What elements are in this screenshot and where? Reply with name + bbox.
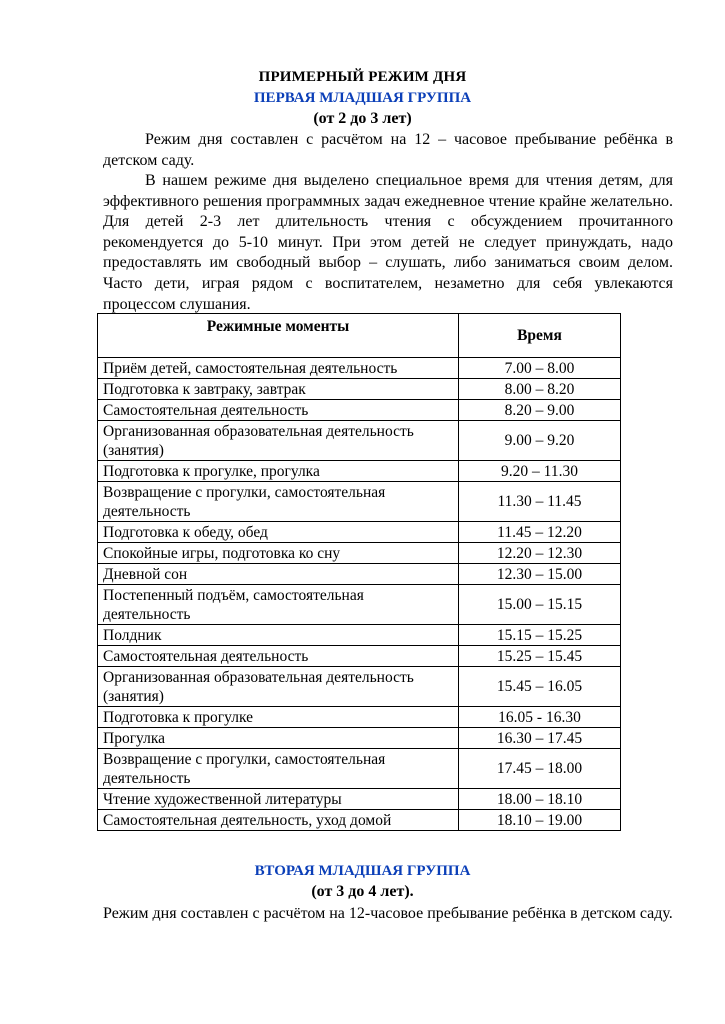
cell-moment: Подготовка к прогулке bbox=[98, 707, 459, 728]
cell-moment: Приём детей, самостоятельная деятельность bbox=[98, 358, 459, 379]
table-row bbox=[98, 564, 621, 585]
table-row bbox=[98, 358, 621, 379]
cell-time: 9.00 – 9.20 bbox=[459, 421, 621, 461]
cell-time: 16.30 – 17.45 bbox=[459, 728, 621, 749]
cell-time: 12.20 – 12.30 bbox=[459, 543, 621, 564]
table-row bbox=[98, 789, 621, 810]
cell-time: 11.30 – 11.45 bbox=[459, 482, 621, 522]
table-header-row bbox=[98, 314, 621, 358]
group1-age: (от 2 до 3 лет) bbox=[313, 110, 412, 127]
group1-paragraph-1: Режим дня составлен с расчётом на 12 – часовое пребывание ребёнка в детском саду. bbox=[103, 131, 673, 169]
cell-moment: Организованная образовательная деятельность (занятия) bbox=[98, 667, 459, 707]
cell-time: 15.45 – 16.05 bbox=[459, 667, 621, 707]
cell-time: 17.45 – 18.00 bbox=[459, 749, 621, 789]
table-row bbox=[98, 543, 621, 564]
cell-time: 12.30 – 15.00 bbox=[459, 564, 621, 585]
table-row bbox=[98, 461, 621, 482]
table-row bbox=[98, 646, 621, 667]
cell-time: 8.00 – 8.20 bbox=[459, 379, 621, 400]
cell-moment: Полдник bbox=[98, 625, 459, 646]
cell-moment: Прогулка bbox=[98, 728, 459, 749]
cell-moment: Возвращение с прогулки, самостоятельная деятельность bbox=[98, 482, 459, 522]
cell-time: 15.25 – 15.45 bbox=[459, 646, 621, 667]
cell-time: 15.15 – 15.25 bbox=[459, 625, 621, 646]
schedule-table bbox=[97, 313, 621, 831]
cell-moment: Подготовка к обеду, обед bbox=[98, 522, 459, 543]
page-title: ПРИМЕРНЫЙ РЕЖИМ ДНЯ bbox=[258, 69, 467, 85]
cell-moment: Спокойные игры, подготовка ко сну bbox=[98, 543, 459, 564]
cell-time: 15.00 – 15.15 bbox=[459, 585, 621, 625]
table-row bbox=[98, 810, 621, 831]
cell-time: 18.00 – 18.10 bbox=[459, 789, 621, 810]
table-row bbox=[98, 667, 621, 707]
group2-age: (от 3 до 4 лет). bbox=[311, 883, 414, 900]
cell-time: 16.05 - 16.30 bbox=[459, 707, 621, 728]
table-row bbox=[98, 400, 621, 421]
cell-moment: Чтение художественной литературы bbox=[98, 789, 459, 810]
schedule-table-body bbox=[98, 358, 621, 831]
cell-moment: Организованная образовательная деятельность (занятия) bbox=[98, 421, 459, 461]
table-row bbox=[98, 625, 621, 646]
cell-time: 7.00 – 8.00 bbox=[459, 358, 621, 379]
cell-time: 11.45 – 12.20 bbox=[459, 522, 621, 543]
cell-moment: Подготовка к завтраку, завтрак bbox=[98, 379, 459, 400]
cell-moment: Дневной сон bbox=[98, 564, 459, 585]
column-header-time: Время bbox=[459, 314, 621, 358]
table-row bbox=[98, 522, 621, 543]
cell-time: 18.10 – 19.00 bbox=[459, 810, 621, 831]
table-row bbox=[98, 749, 621, 789]
table-row bbox=[98, 585, 621, 625]
group2-paragraph-1: Режим дня составлен с расчётом на 12-часовое пребывание ребёнка в детском саду. bbox=[103, 905, 673, 922]
cell-moment: Самостоятельная деятельность, уход домой bbox=[98, 810, 459, 831]
cell-time: 9.20 – 11.30 bbox=[459, 461, 621, 482]
cell-moment: Самостоятельная деятельность bbox=[98, 400, 459, 421]
table-row bbox=[98, 707, 621, 728]
cell-moment: Постепенный подъём, самостоятельная деятельность bbox=[98, 585, 459, 625]
table-row bbox=[98, 379, 621, 400]
table-row bbox=[98, 482, 621, 522]
cell-moment: Возвращение с прогулки, самостоятельная деятельность bbox=[98, 749, 459, 789]
group1-heading: ПЕРВАЯ МЛАДШАЯ ГРУППА bbox=[253, 90, 472, 106]
cell-moment: Подготовка к прогулке, прогулка bbox=[98, 461, 459, 482]
group2-heading: ВТОРАЯ МЛАДШАЯ ГРУППА bbox=[254, 863, 471, 879]
cell-time: 8.20 – 9.00 bbox=[459, 400, 621, 421]
table-row bbox=[98, 728, 621, 749]
group1-paragraph-2: В нашем режиме дня выделено специальное время для чтения детям, для эффективного решения программных задач ежедневное чтение крайне желательно. Для детей 2-3 лет длительность чтения с обсуждением прочитанного рекомендуется до 5-10 минут. При этом детей не следует принуждать, надо предоставлять им свободный выбор – слушать, либо заниматься своим делом. Часто дети, играя рядом с воспитателем, незаметно для себя увлекаются процессом слушания. bbox=[103, 172, 673, 313]
cell-moment: Самостоятельная деятельность bbox=[98, 646, 459, 667]
table-row bbox=[98, 421, 621, 461]
column-header-moment: Режимные моменты bbox=[98, 314, 459, 358]
